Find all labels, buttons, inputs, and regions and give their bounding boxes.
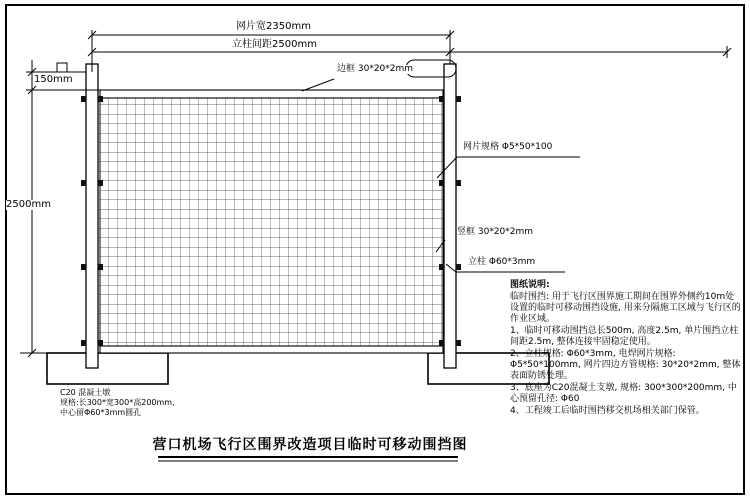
mesh-panel bbox=[100, 90, 443, 353]
dim-fence-height: 2500mm bbox=[6, 199, 51, 210]
bottom-frame-tube bbox=[100, 346, 443, 353]
base-note-line3: 中心留Φ60*3mm圆孔 bbox=[60, 408, 142, 417]
dim-post-top-offset: 150mm bbox=[34, 74, 73, 85]
top-frame-tube bbox=[100, 90, 443, 98]
callout-mesh-spec: 网片规格 Φ5*50*100 bbox=[463, 142, 553, 152]
title-underline bbox=[158, 457, 458, 461]
notes-item-4: 4、工程竣工后临时围挡移交机场相关部门保管。 bbox=[510, 406, 705, 416]
base-note-line2: 规格:长300*宽300*高200mm, bbox=[60, 398, 175, 407]
notes-item-2: 2、立柱规格: Φ60*3mm, 电焊网片规格: Φ5*50*100mm, 网片四边方管规格: 30*20*2mm, 整体表面防锈处理。 bbox=[510, 349, 741, 381]
callout-post-spec: 立柱 Φ60*3mm bbox=[468, 257, 536, 267]
callout-side-frame: 竖框 30*20*2mm bbox=[457, 227, 534, 237]
post-left bbox=[86, 64, 98, 368]
notes-block bbox=[510, 280, 743, 418]
post-cap-symbol bbox=[57, 63, 67, 72]
callout-top-frame: 边框 30*20*2mm bbox=[337, 64, 414, 74]
notes-heading: 图纸说明: bbox=[510, 280, 550, 290]
post-right bbox=[444, 64, 456, 368]
notes-item-1: 1、临时可移动围挡总长500m, 高度2.5m, 单片围挡立柱间距2.5m, 整体连接牢固稳定使用。 bbox=[510, 326, 739, 347]
sheet-title: 营口机场飞行区围界改造项目临时可移动围挡图 bbox=[152, 437, 468, 453]
dim-post-spacing: 立柱间距2500mm bbox=[232, 39, 317, 50]
notes-intro: 临时围挡: 用于飞行区围界施工期间在围界外侧约10m处设置的临时可移动围挡设施, 用来分隔施工区域与飞行区的作业区域。 bbox=[510, 292, 741, 324]
notes-item-3: 3、底座为C20混凝土支墩, 规格: 300*300*200mm, 中心预留孔径: Φ60 bbox=[510, 383, 737, 404]
base-note-line1: C20 混凝土墩 bbox=[60, 388, 111, 397]
dim-mesh-width: 网片宽2350mm bbox=[236, 21, 311, 32]
concrete-base-left bbox=[47, 353, 168, 384]
